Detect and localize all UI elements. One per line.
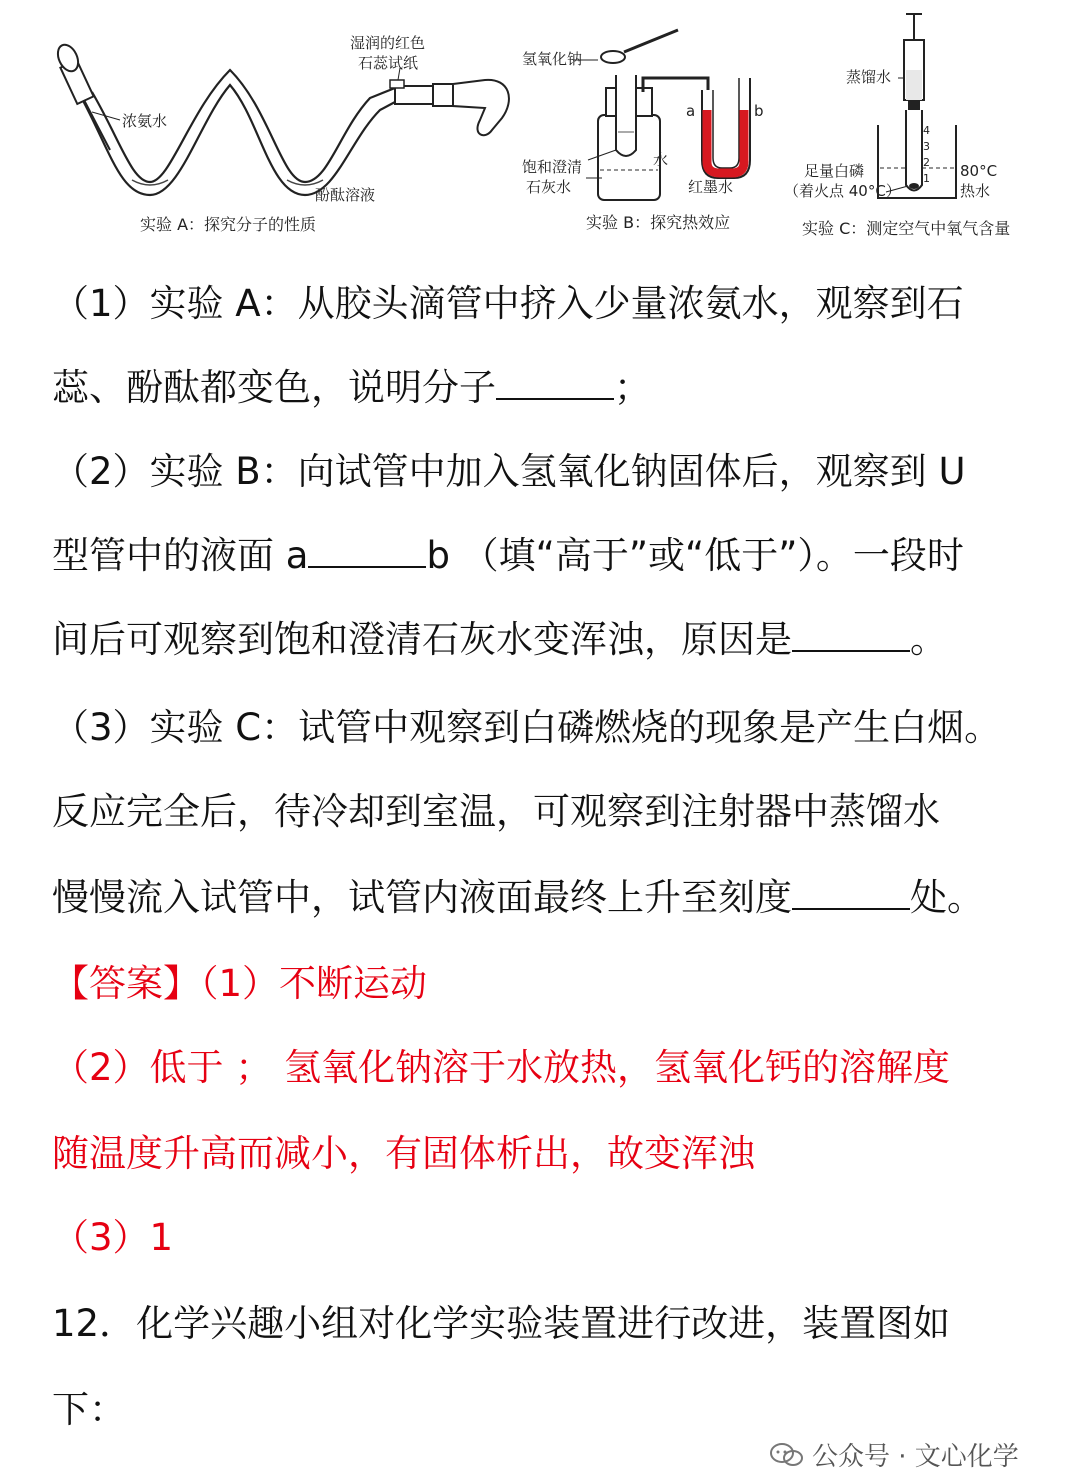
q3-line-3 [52,856,984,940]
syringe-stopper [908,100,920,110]
q2-text-2b: b （填“高于”或“低于”）。一段时 [426,534,964,577]
q3-text-3a: 慢慢流入试管中，试管内液面最终上升至刻度 [52,876,792,919]
q3-text-2: 反应完全后，待冷却到室温，可观察到注射器中蒸馏水 [52,790,940,833]
answer-blank-2 [308,536,426,568]
answer-line-3: 随温度升高而减小，有固体析出，故变浑浊 [52,1132,755,1175]
q3-line-2 [52,770,940,854]
q1-line-1 [52,262,964,346]
ear-bulb [453,80,509,135]
label-b: b [754,102,764,120]
q1-text-2b: ； [614,366,651,409]
answer-blank-3 [792,620,910,652]
answer-line-2: （2）低于 ； 氢氧化钠溶于水放热，氢氧化钙的溶解度 [52,1046,951,1089]
stopper [433,84,453,106]
syringe-water [906,70,922,100]
label-phenolphthalein: 酚酞溶液 [315,186,376,204]
label-temp: 80°C [960,162,998,180]
label-ammonia: 浓氨水 [122,112,168,130]
label-water: 水 [653,151,669,169]
figure-c-diagram [780,0,1040,245]
label-limewater-2: 石灰水 [526,178,572,196]
spoon-bowl [601,51,625,63]
q2-text-3a: 间后可观察到饱和澄清石灰水变浑浊，原因是 [52,618,792,661]
scale-4: 4 [923,124,930,137]
scale-1: 1 [923,172,930,185]
spoon-handle [624,30,678,52]
c-test-tube [906,110,922,191]
answer-blank-1 [496,368,614,400]
figure-a-diagram [40,0,520,245]
white-phosphorus [909,183,919,189]
q2-text-2a: 型管中的液面 a [52,534,309,577]
q2-text-3b: 。 [910,618,947,661]
scale-2: 2 [923,156,930,169]
label-a: a [686,102,696,120]
label-phosphorus-2: （着火点 40°C） [784,182,901,200]
q2-text-1: （2）实验 B：向试管中加入氢氧化钠固体后，观察到 U [52,450,966,493]
label-litmus-1: 湿润的红色 [350,34,426,52]
figure-row [0,0,1080,250]
caption-b: 实验 B：探究热效应 [586,213,731,232]
scale-3: 3 [923,140,930,153]
dropper-tip [84,100,110,150]
q3-line-1 [52,686,1001,770]
label-limewater-1: 饱和澄清 [522,158,583,176]
label-hotwater: 热水 [960,182,991,200]
u-tube-inner [713,78,739,168]
litmus-paper [390,80,404,88]
label-phosphorus-1: 足量白磷 [804,162,865,180]
label-litmus-2: 石蕊试纸 [358,54,419,72]
test-tube [616,75,636,156]
watermark-text: 公众号 · 文心化学 [812,1442,1019,1472]
q1-line-2 [52,346,651,430]
label-naoh: 氢氧化钠 [522,50,583,68]
answer-line-4: （3）1 [52,1216,174,1259]
q3-text-3b: 处。 [910,876,984,919]
label-ink: 红墨水 [688,178,734,196]
answer-line-1: 【答案】（1）不断运动 [52,962,428,1005]
next-question-line-1: 12．化学兴趣小组对化学实验装置进行改进，装置图如 [52,1302,951,1345]
answer-blank-4 [792,878,910,910]
q1-text-2a: 蕊、酚酞都变色，说明分子 [52,366,496,409]
q2-line-2 [52,514,964,598]
label-distilled: 蒸馏水 [846,68,892,86]
q3-text-1: （3）实验 C：试管中观察到白磷燃烧的现象是产生白烟。 [52,706,1002,749]
caption-a: 实验 A：探究分子的性质 [140,215,317,234]
figure-b-diagram [518,0,778,245]
q1-text-1: （1）实验 A：从胶头滴管中挤入少量浓氨水，观察到石 [52,282,964,325]
watermark [770,1436,1019,1473]
q2-line-3 [52,598,947,682]
wechat-icon [770,1443,804,1467]
next-question-line-2: 下： [52,1388,126,1431]
q2-line-1 [52,430,966,514]
caption-c: 实验 C：测定空气中氧气含量 [802,219,1011,238]
w-tube-outer [80,85,395,195]
